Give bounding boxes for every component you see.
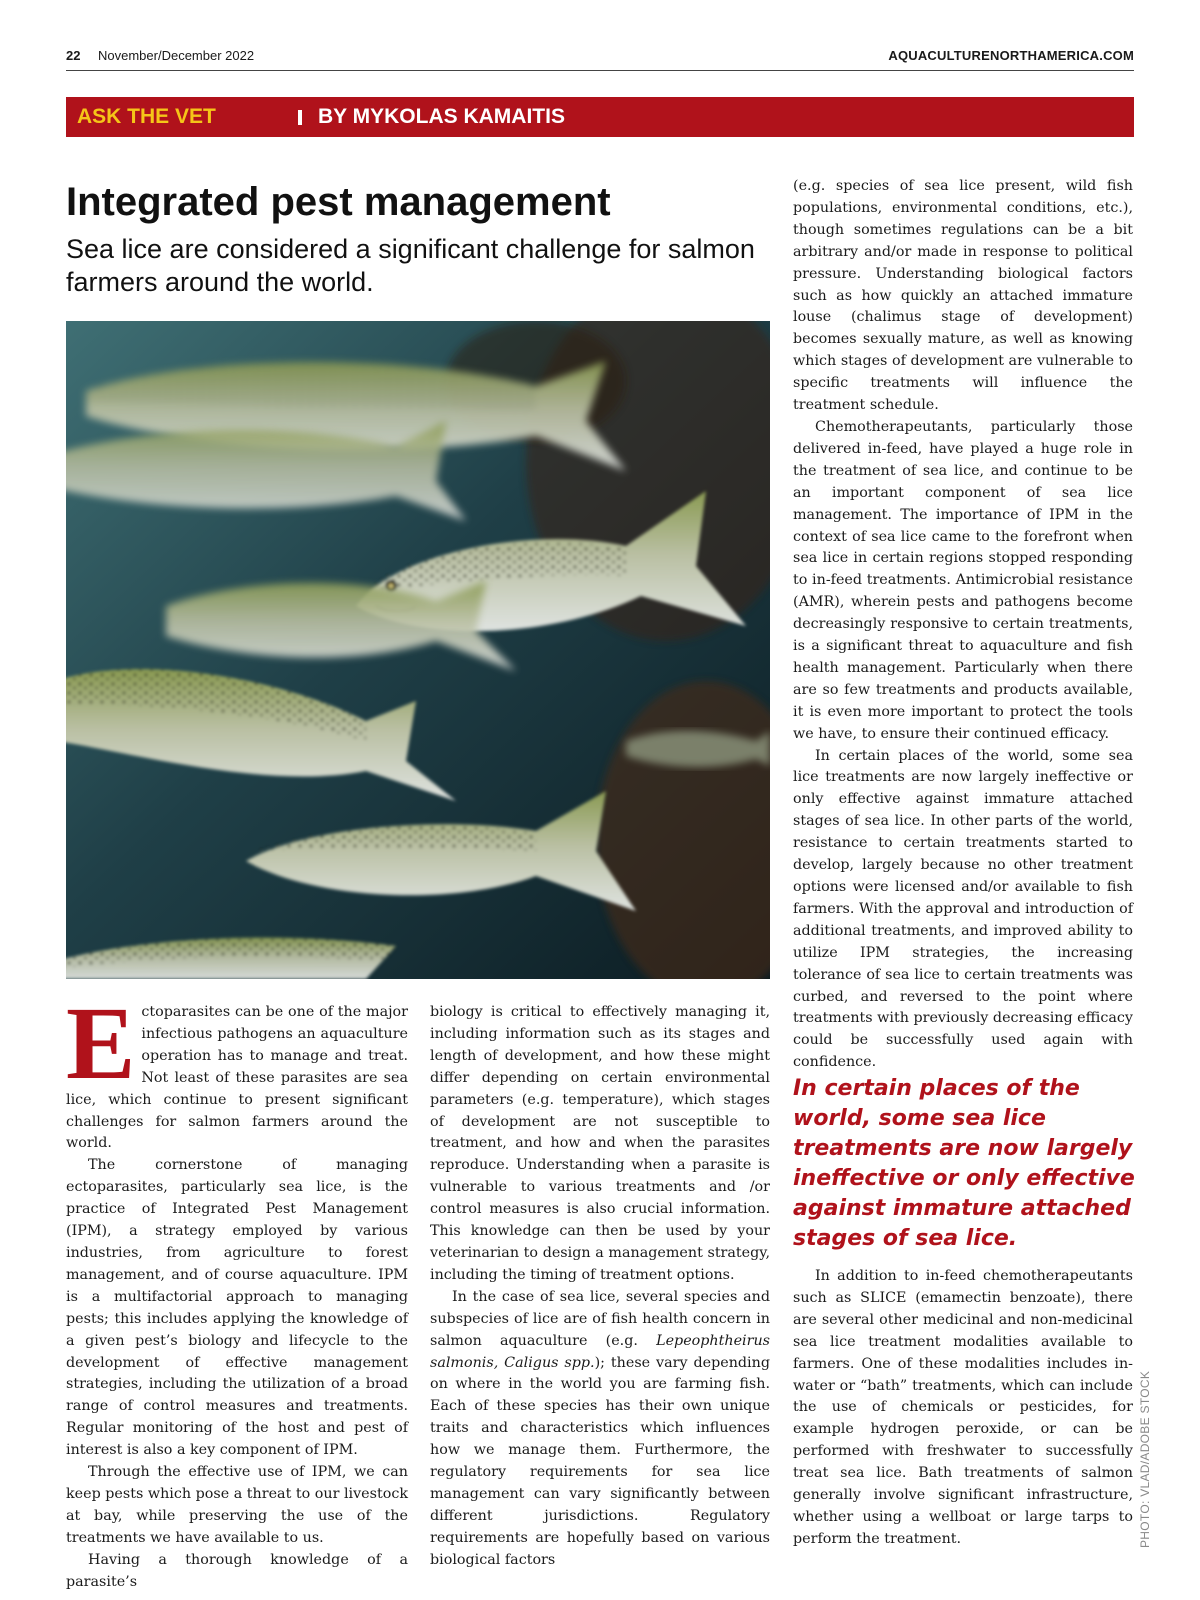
byline: BY MYKOLAS KAMAITIS — [318, 105, 565, 128]
body-paragraph: The cornerstone of managing ectoparasites, particularly sea lice, is the practice of Integrated Pest Management (IPM), a strategy employed by various industries, from agriculture to forest management, and of course aquaculture. IPM is a multifactorial approach to managing pests; this includes applying the knowledge of a given pest’s biology and lifecycle to the development of effective management strategies, including the utilization of a broad range of control measures and treatments. Regular monitoring of the host and pest of interest is also a key component of IPM. — [66, 1157, 408, 1459]
body-paragraph: Through the effective use of IPM, we can keep pests which pose a threat to our livestock at bay, while preserving the use of the treatments we have available to us. — [66, 1464, 409, 1546]
body-paragraph: Chemotherapeutants, particularly those delivered in-feed, have played a huge role in the treatment of sea lice, and continue to be an important component of sea lice management. The importance of IPM in the context of sea lice came to the forefront when sea lice in certain regions stopped responding to in-feed treatments. Antimicrobial resistance (AMR), wherein pests and pathogens become decreasingly responsive to certain treatments, is a significant threat to aquaculture and fish health management. Particularly when there are so few treatments and products available, it is even more important to protect the tools we have, to ensure their continued efficacy. — [793, 418, 1133, 742]
pull-quote: In certain places of the world, some sea lice treatments are now largely ineffective or only effective against immature attached stages of sea lice. — [793, 1076, 1135, 1251]
body-paragraph: Having a thorough knowledge of a parasite’s — [66, 1551, 408, 1590]
lede-text: ctoparasites can be one of the major infectious pathogens an aquaculture operation has to manage and treat. Not least of these parasites are sea lice, which continue to present significant challenges for salmon farmers around the world. — [66, 1004, 408, 1152]
running-header — [66, 44, 1134, 66]
salmon-photo — [66, 321, 770, 979]
article-deck: Sea lice are considered a significant challenge for salmon farmers around the world. — [66, 234, 755, 297]
article-title: Integrated pest management — [66, 180, 611, 224]
issue-date: November/December 2022 — [98, 48, 255, 63]
header-rule — [66, 70, 1134, 71]
site-url: AQUACULTURENORTHAMERICA.COM — [888, 48, 1134, 63]
body-text: ); these vary depending on where in the world you are farming fish. Each of these species has their own unique traits and characteristics which influences how we manage them. Furthermore, the regulatory requirements for sea lice management can vary significantly between different jurisdictions. Regulatory requirements are hopefully based on various biological factors — [430, 1354, 770, 1568]
section-band — [66, 97, 1134, 137]
column-2 — [430, 1002, 770, 1572]
body-paragraph: In addition to in-feed chemotherapeutants such as SLICE (emamectin benzoate), there are several other medicinal and non-medicinal sea lice treatment modalities available to farmers. One of these modalities includes in-water or “bath” treatments, which can include the use of chemicals or pesticides, for example hydrogen peroxide, or can be performed with freshwater to successfully treat sea lice. Bath treatments of salmon generally involve significant infrastructure, whether using a wellboat or large tarps to perform the treatment. — [793, 1268, 1133, 1547]
column-1 — [66, 986, 409, 1593]
column-3-continued — [793, 1266, 1133, 1551]
body-paragraph — [430, 1287, 770, 1572]
lede-paragraph — [66, 986, 408, 1155]
photo-credit: PHOTO: VLAD/ADOBE STOCK — [1138, 1370, 1152, 1548]
body-paragraph: biology is critical to effectively managing it, including information such as its stages and length of development, and how these might differ depending on certain environmental parameters (e.g. temperature), which stages of development are not susceptible to treatment, and how and when the parasites reproduce. Understanding when a parasite is vulnerable to various treatments and /or control measures is also crucial information. This knowledge can then be used by your veterinarian to design a management strategy, including the timing of treatment options. — [430, 1004, 770, 1283]
section-divider — [298, 110, 302, 125]
column-3 — [793, 176, 1133, 1074]
section-label: ASK THE VET — [77, 105, 216, 128]
body-paragraph: (e.g. species of sea lice present, wild fish populations, environmental conditions, etc.), though sometimes regulations can be a bit arbitrary and/or made in response to political pressure. Understanding biological factors such as how quickly an attached immature louse (chalimus stage of development) becomes sexually mature, as well as knowing which stages of development are vulnerable to specific treatments will influence the treatment schedule. — [793, 178, 1133, 414]
drop-cap: E — [66, 986, 136, 1101]
body-text: In the case of sea lice, several species and subspecies of lice are of fish health concern in salmon aquaculture (e.g. — [430, 1288, 770, 1349]
page-number: 22 — [66, 48, 81, 63]
body-paragraph: In certain places of the world, some sea lice treatments are now largely ineffective or only effective against immature attached stages of sea lice. In other parts of the world, resistance to certain treatments started to develop, largely because no other treatment options were licensed and/or available to fish farmers. With the approval and introduction of additional treatments, and improved ability to utilize IPM strategies, the increasing tolerance of sea lice to certain treatments was curbed, and reversed to the point where treatments with previously decreasing efficacy could be successfully used again with confidence. — [793, 747, 1133, 1071]
species-names: Lepeophtheirus salmonis, Caligus spp. — [430, 1332, 770, 1371]
